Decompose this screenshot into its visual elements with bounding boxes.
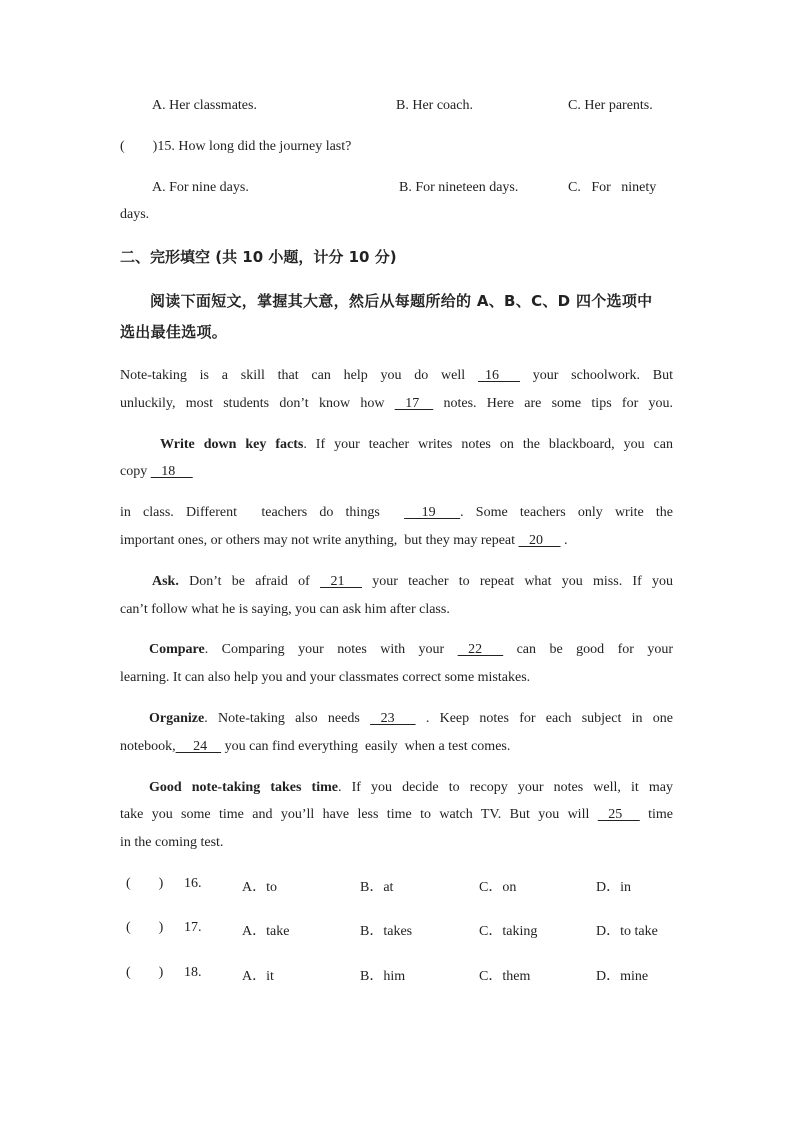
blank-23: 23: [370, 711, 416, 726]
blank-22: 22: [457, 642, 504, 657]
passage-text: copy: [120, 464, 151, 479]
tip-heading-good-note-taking: Good note-taking takes time: [149, 780, 338, 795]
question-number: 17.: [184, 920, 202, 935]
option-b: B．him: [360, 969, 406, 984]
passage-p1-line2: [120, 395, 673, 413]
q15-stem: 15. How long did the journey last?: [157, 139, 352, 154]
passage-text: take you some time and you’ll have less time to watch TV. But you will: [120, 807, 598, 822]
passage-p6-line3: in the coming test.: [120, 835, 224, 850]
q15-option-c: C. For ninety: [568, 180, 657, 195]
passage-text: in class. Different teachers do things: [120, 505, 405, 520]
tip-heading-compare: Compare: [149, 642, 205, 657]
option-b: B．at: [360, 880, 394, 895]
passage-p6-line2: [120, 806, 673, 824]
blank-25: 25: [597, 807, 640, 822]
option-a: A．to: [242, 880, 277, 895]
option-d: D．to take: [596, 924, 658, 939]
q15-option-a: A. For nine days.: [152, 180, 249, 195]
passage-text: . Note-taking also needs: [204, 711, 371, 726]
passage-p4-line1: [149, 641, 673, 659]
passage-text: . If you decide to recopy your notes well, it may: [337, 780, 673, 795]
passage-p5-line1: [149, 710, 673, 728]
passage-text: Note-taking is a skill that can help you do well: [120, 368, 478, 383]
passage-text: . Some teachers only write the: [460, 505, 673, 520]
q14-option-b: B. Her coach.: [396, 98, 473, 113]
passage-p4-line2: learning. It can also help you and your classmates correct some mistakes.: [120, 670, 531, 685]
passage-text: your teacher to repeat what you miss. If you: [361, 574, 673, 589]
passage-text: can be good for your: [503, 642, 673, 657]
option-a: A．take: [242, 924, 290, 939]
tip-heading-organize: Organize: [149, 711, 205, 726]
passage-text: your schoolwork. But: [519, 368, 674, 383]
q15-option-b: B. For nineteen days.: [399, 180, 519, 195]
option-d: D．in: [596, 880, 631, 895]
q15-stem-line: [120, 138, 351, 156]
passage-p3-line2: can’t follow what he is saying, you can ask him after class.: [120, 602, 450, 617]
question-number: 16.: [184, 876, 202, 891]
blank-19: 19: [404, 505, 461, 520]
passage-text: important ones, or others may not write anything, but they may repeat: [120, 533, 519, 548]
passage-p2-line1: [160, 436, 673, 454]
q15-answer-paren: ( ): [120, 139, 158, 154]
option-c: C．them: [479, 969, 531, 984]
passage-text: notes. Here are some tips for you.: [433, 396, 673, 411]
question-number: 18.: [184, 965, 202, 980]
passage-p6-line1: [149, 779, 673, 797]
passage-text: Don’t be afraid of: [178, 574, 320, 589]
passage-p2-line2: [120, 463, 193, 481]
option-d: D．mine: [596, 969, 649, 984]
blank-17: 17: [394, 396, 434, 411]
passage-text: . Comparing your notes with your: [204, 642, 458, 657]
passage-text: . Keep notes for each subject in one: [415, 711, 673, 726]
blank-20: 20: [518, 533, 561, 548]
passage-text: notebook,: [120, 739, 176, 754]
passage-p2-line4: [120, 532, 568, 550]
blank-16: 16: [477, 368, 520, 383]
option-b: B．takes: [360, 924, 413, 939]
passage-p1-line1: [120, 367, 673, 385]
blank-18: 18: [150, 464, 193, 479]
option-a: A．it: [242, 969, 274, 984]
blank-24: 24: [175, 739, 222, 754]
tip-heading-ask: Ask.: [152, 574, 179, 589]
q15-option-c-cont: days.: [120, 207, 150, 222]
passage-p2-line3: [120, 504, 673, 522]
passage-text: unluckily, most students don’t know how: [120, 396, 395, 411]
section-instruction-line1: 阅读下面短文，掌握其大意，然后从每题所给的 A、B、C、D 四个选项中: [150, 292, 653, 310]
section-instruction-line2: 选出最佳选项。: [120, 323, 228, 341]
answer-paren[interactable]: ( ): [126, 965, 164, 980]
tip-heading-write-down: Write down key facts: [160, 437, 304, 452]
passage-p5-line2: [120, 738, 510, 756]
answer-paren[interactable]: ( ): [126, 876, 164, 891]
option-c: C．on: [479, 880, 517, 895]
passage-text: time: [639, 807, 673, 822]
passage-p3-line1: [152, 573, 673, 591]
passage-text: you can find everything easily when a test comes.: [221, 739, 511, 754]
answer-paren[interactable]: ( ): [126, 920, 164, 935]
q14-option-a: A. Her classmates.: [152, 98, 257, 113]
section-title: 二、完形填空 (共 10 小题，计分 10 分): [120, 248, 397, 266]
q14-option-c: C. Her parents.: [568, 98, 653, 113]
option-c: C．taking: [479, 924, 538, 939]
blank-21: 21: [319, 574, 362, 589]
passage-text: . If your teacher writes notes on the blackboard, you can: [303, 437, 673, 452]
passage-text: .: [560, 533, 568, 548]
